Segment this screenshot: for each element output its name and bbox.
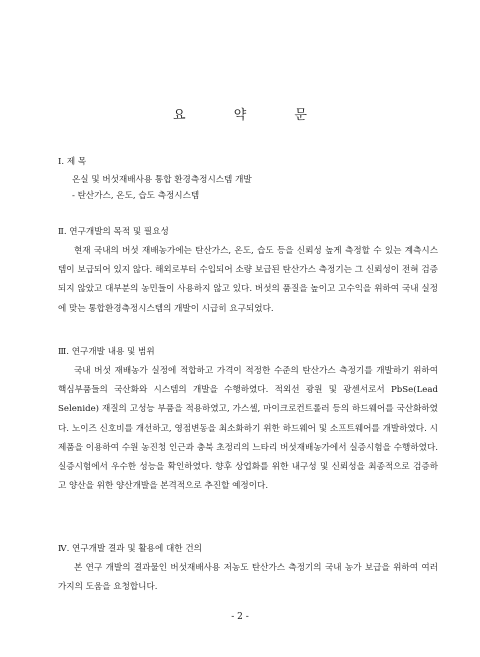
section-purpose <box>58 225 438 319</box>
section-body: 현재 국내의 버섯 재배농가에는 탄산가스, 온도, 습도 등을 신뢰성 높게 측정할 수 있는 계측시스템이 보급되어 있지 않다. 해외로부터 수입되어 소량 보급된 탄산가스 측정기는 그 신뢰성이 전혀 검증되지 않았고 대부분의 농민들이 사용하지 않고 있다. 버섯의 품질을 높이고 고수익을 위하여 국내 실정에 맞는 통합환경측정시스템의 개발이 시급히 요구되었다. <box>58 246 438 314</box>
section-heading: Ⅳ. 연구개발 결과 및 활용에 대한 건의 <box>58 544 202 554</box>
project-title: 온실 및 버섯재배사용 통합 환경측정시스템 개발 <box>72 175 252 185</box>
section-body: 본 연구 개발의 결과물인 버섯재배사용 저농도 탄산가스 측정기의 국내 농가 보급을 위하여 여러 가지의 도움을 요청합니다. <box>58 563 438 593</box>
project-subtitle: - 탄산가스, 온도, 습도 측정시스템 <box>72 191 200 201</box>
section-results <box>58 542 438 597</box>
section-scope <box>58 345 438 496</box>
section-body: 국내 버섯 재배농가 실정에 적합하고 가격이 적정한 수준의 탄산가스 측정기를 개발하기 위하여 핵심부품들의 국산화와 시스템의 개발을 수행하였다. 적외선 광원 및 광센서로서 PbSe(Lead Selenide) 재질의 고성능 부품을 적용하였고, 가스셀, 마이크로컨트롤러 등의 하드웨어를 국산화하였다. 노이즈 신호비를 개선하고, 영점변동을 최소화하기 위한 하드웨어 및 소프트웨어를 개발하였다. 시제품을 이용하여 수원 농진청 인근과 충북 초정리의 느타리 버섯재배농가에서 실증시험을 수행하였다. 실증시험에서 우수한 성능을 확인하였다. 향후 상업화를 위한 내구성 및 신뢰성을 최종적으로 검증하고 양산을 위한 양산개발을 본격적으로 추진할 예정이다. <box>58 366 438 492</box>
section-title <box>58 155 438 204</box>
page-title: 요 약 문 <box>173 108 329 123</box>
page-number: - 2 - <box>231 612 249 622</box>
section-heading: Ⅰ. 제 목 <box>58 157 87 167</box>
section-heading: Ⅱ. 연구개발의 목적 및 필요성 <box>58 227 169 237</box>
section-heading: Ⅲ. 연구개발 내용 및 범위 <box>58 347 155 357</box>
